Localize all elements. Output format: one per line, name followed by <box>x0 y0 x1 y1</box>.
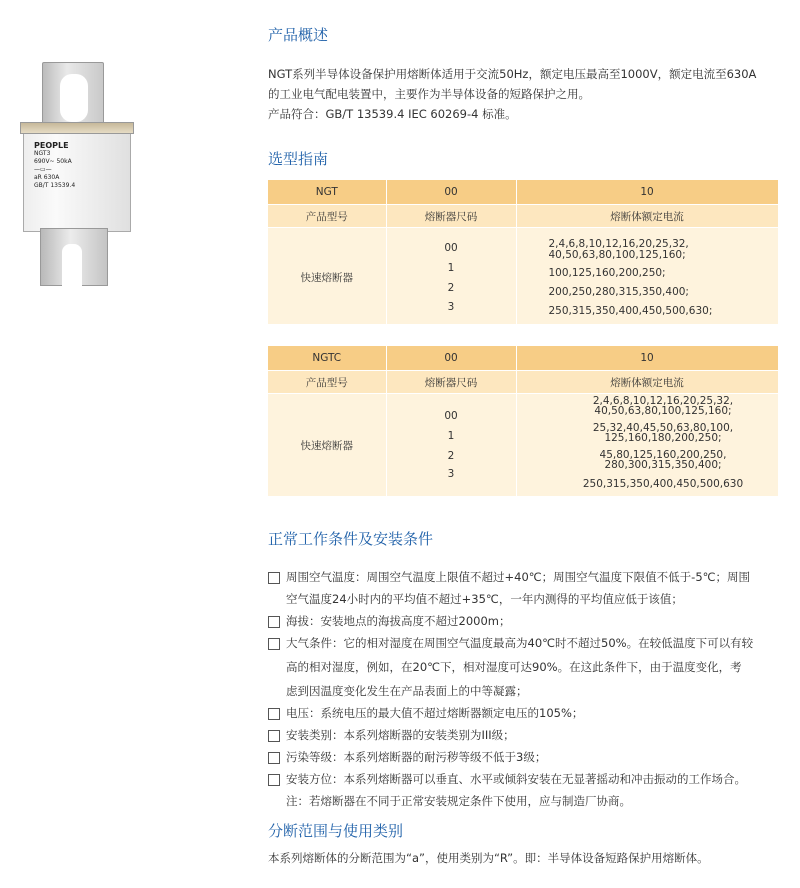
fuse-rating: 690V~ 50kA <box>34 158 72 165</box>
overview-line-2: 的工业电气配电装置中，主要作为半导体设备的短路保护之用。 <box>268 87 590 101</box>
condition-item-voltage: 电压：系统电压的最大值不超过熔断器额定电压的105%； <box>268 702 788 724</box>
table-cell: 00 <box>386 180 516 205</box>
rated-current: 100,125,160,200,250; <box>548 267 666 279</box>
condition-item-altitude: 海拔：安装地点的海拔高度不超过2000m； <box>268 610 788 632</box>
rated-current: 40,50,63,80,100,125,160; <box>594 405 732 417</box>
fuse-label: PEOPLE NGT3 690V~ 50kA —▭— aR 630A GB/T 13539.4 <box>34 141 76 189</box>
condition-item-atmosphere: 大气条件：它的相对湿度在周围空气温度最高为40℃时不超过50%。在较低温度下可以有较 <box>268 632 788 654</box>
rated-current: 200,250,280,315,350,400; <box>548 286 689 298</box>
product-type: 快速熔断器 <box>300 440 353 452</box>
selection-title: 选型指南 <box>268 150 329 168</box>
fuse-size: 2 <box>447 282 455 294</box>
rated-current: 2,4,6,8,10,12,16,20,25,32, <box>548 238 689 250</box>
fuse-size: 3 <box>447 301 455 313</box>
table-cell: 10 <box>516 346 778 371</box>
overview-line-1: NGT系列半导体设备保护用熔断体适用于交流50Hz，额定电压最高至1000V，额定电流至630A <box>268 67 757 81</box>
condition-item-orientation: 安装方位：本系列熔断器可以垂直、水平或倾斜安装在无显著摇动和冲击振动的工作场合。 <box>268 768 788 790</box>
fuse-size: 1 <box>447 430 455 442</box>
table-cell: NGT <box>268 180 386 205</box>
fuse-class: aR 630A <box>34 174 60 181</box>
conditions-list <box>268 566 788 812</box>
rated-current: 45,80,125,160,200,250, <box>599 449 727 461</box>
table-header: 熔断体额定电流 <box>516 371 778 394</box>
rated-current: 2,4,6,8,10,12,16,20,25,32, <box>592 395 734 407</box>
fuse-size: 00 <box>444 242 458 254</box>
condition-item-continued: 高的相对湿度，例如，在20℃下，相对湿度可达90%。在这此条件下，由于温度变化，考 <box>286 660 742 674</box>
rated-current: 250,315,350,400,450,500,630; <box>548 305 713 317</box>
fuse-model: NGT3 <box>34 150 51 157</box>
condition-item-continued: 空气温度24小时内的平均值不超过+35℃，一年内测得的平均值应低于该值； <box>286 592 683 606</box>
checkbox-icon <box>268 730 280 742</box>
fuse-size: 1 <box>447 262 455 274</box>
product-image <box>20 62 132 287</box>
table-header: 熔断体额定电流 <box>516 205 778 228</box>
checkbox-icon <box>268 708 280 720</box>
breaking-title: 分断范围与使用类别 <box>268 822 404 840</box>
fuse-size: 2 <box>447 450 455 462</box>
rated-current: 280,300,315,350,400; <box>604 459 722 471</box>
condition-item-temperature: 周围空气温度：周围空气温度上限值不超过+40℃；周围空气温度下限值不低于-5℃；周围 <box>268 566 788 588</box>
table-cell: NGTC <box>268 346 386 371</box>
checkbox-icon <box>268 638 280 650</box>
condition-item-pollution: 污染等级：本系列熔断器的耐污秽等级不低于3级； <box>268 746 788 768</box>
rated-current: 40,50,63,80,100,125,160; <box>548 249 686 261</box>
breaking-text: 本系列熔断体的分断范围为“a”，使用类别为“R”。即：半导体设备短路保护用熔断体。 <box>268 851 709 865</box>
fuse-std: GB/T 13539.4 <box>34 182 76 189</box>
table-header: 产品型号 <box>268 205 386 228</box>
checkbox-icon <box>268 752 280 764</box>
condition-item-install-category: 安装类别：本系列熔断器的安装类别为III级； <box>268 724 788 746</box>
table-cell: 00 <box>386 346 516 371</box>
product-type: 快速熔断器 <box>300 272 353 284</box>
fuse-size: 3 <box>447 468 455 480</box>
rated-current: 250,315,350,400,450,500,630 <box>582 478 744 490</box>
table-header: 熔断器尺码 <box>386 205 516 228</box>
table-header: 产品型号 <box>268 371 386 394</box>
conditions-title: 正常工作条件及安装条件 <box>268 530 434 548</box>
checkbox-icon <box>268 572 280 584</box>
checkbox-icon <box>268 616 280 628</box>
overview-line-3: 产品符合：GB/T 13539.4 IEC 60269-4 标准。 <box>268 107 517 121</box>
fuse-size: 00 <box>444 410 458 422</box>
checkbox-icon <box>268 774 280 786</box>
condition-note: 注：若熔断器在不同于正常安装规定条件下使用，应与制造厂协商。 <box>286 794 631 808</box>
overview-title: 产品概述 <box>268 26 329 44</box>
selection-table-ngtc <box>268 346 779 497</box>
table-cell: 10 <box>516 180 778 205</box>
fuse-brand: PEOPLE <box>34 141 69 150</box>
table-header: 熔断器尺码 <box>386 371 516 394</box>
rated-current: 125,160,180,200,250; <box>604 432 722 444</box>
rated-current: 25,32,40,45,50,63,80,100, <box>592 422 734 434</box>
selection-table-ngt <box>268 180 779 325</box>
condition-item-continued: 虑到因温度变化发生在产品表面上的中等凝露； <box>286 684 528 698</box>
